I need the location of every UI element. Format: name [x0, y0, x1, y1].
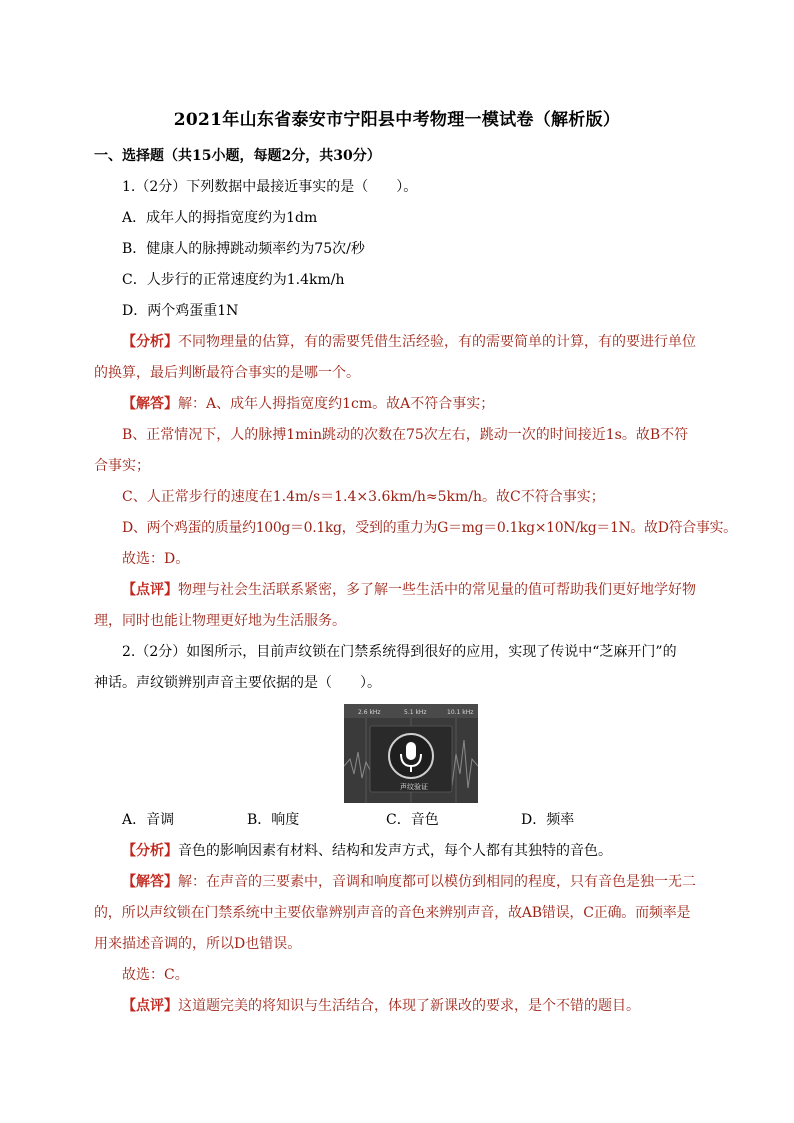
q1-comment	[122, 580, 702, 600]
voiceprint-illustration	[344, 704, 478, 803]
q2-answer	[122, 872, 702, 892]
q2-option-d: D．频率	[521, 812, 575, 828]
q1-option-d: D．两个鸡蛋重1N	[122, 303, 239, 319]
q2-answer-cont: 的，所以声纹锁在门禁系统中主要依靠辨别声音的音色来辨别声音，故AB错误，C正确。而频率是	[94, 905, 691, 921]
q1-stem: 1.（2分）下列数据中最接近事实的是（ ）。	[122, 179, 418, 195]
q1-analysis	[122, 332, 702, 352]
q1-option-b: B．健康人的脉搏跳动频率约为75次/秒	[122, 241, 365, 257]
q2-option-a: A．音调	[122, 812, 175, 828]
answer-tag: 【解答】	[122, 874, 178, 890]
q1-answer-b: B、正常情况下，人的脉搏1min跳动的次数在75次左右，跳动一次的时间接近1s。故B不符	[122, 427, 689, 443]
analysis-tag: 【分析】	[122, 843, 178, 859]
q1-answer-d: D、两个鸡蛋的质量约100g＝0.1kg，受到的重力为G＝mg＝0.1kg×10N/kg＝1N。故D符合事实。	[122, 520, 737, 536]
q2-option-c: C．音色	[386, 812, 439, 828]
freq-label-1: 2.6 kHz	[358, 709, 381, 716]
answer-text: 解：在声音的三要素中，音调和响度都可以模仿到相同的程度，只有音色是独一无二	[178, 874, 696, 890]
q1-answer-c: C、人正常步行的速度在1.4m/s＝1.4×3.6km/h≈5km/h。故C不符合事实；	[122, 489, 605, 505]
analysis-tag: 【分析】	[122, 334, 178, 350]
page-title: 2021年山东省泰安市宁阳县中考物理一模试卷（解析版）	[173, 110, 621, 130]
q1-option-c: C．人步行的正常速度约为1.4km/h	[122, 272, 345, 288]
q1-comment-cont: 理，同时也能让物理更好地为生活服务。	[94, 613, 346, 629]
q1-analysis-cont: 的换算，最后判断最符合事实的是哪一个。	[94, 365, 360, 381]
answer-text: 解：A、成年人拇指宽度约1cm。故A不符合事实；	[178, 396, 495, 412]
figure-caption: 声纹验证	[400, 783, 428, 791]
q1-choose: 故选：D。	[122, 551, 190, 567]
freq-label-3: 10.1 kHz	[447, 709, 474, 716]
answer-tag: 【解答】	[122, 396, 178, 412]
analysis-text: 音色的影响因素有材料、结构和发声方式，每个人都有其独特的音色。	[178, 843, 612, 859]
q2-analysis	[122, 841, 702, 861]
q2-stem-cont: 神话。声纹锁辨别声音主要依据的是（ ）。	[94, 675, 381, 691]
comment-tag: 【点评】	[122, 582, 178, 598]
q2-stem: 2.（2分）如图所示，目前声纹锁在门禁系统得到很好的应用，实现了传说中“芝麻开门”的	[122, 644, 677, 660]
comment-text: 物理与社会生活联系紧密，多了解一些生活中的常见量的值可帮助我们更好地学好物	[178, 582, 696, 598]
q2-choose: 故选：C。	[122, 967, 189, 983]
freq-label-2: 5.1 kHz	[404, 709, 427, 716]
q1-answer	[122, 394, 702, 414]
q2-option-b: B．响度	[247, 812, 300, 828]
section-heading: 一、选择题（共15小题，每题2分，共30分）	[94, 148, 381, 164]
comment-tag: 【点评】	[122, 998, 178, 1014]
q2-comment	[122, 996, 702, 1016]
q1-answer-b-cont: 合事实；	[94, 458, 150, 474]
voiceprint-lock-figure	[344, 704, 478, 803]
comment-text: 这道题完美的将知识与生活结合，体现了新课改的要求，是个不错的题目。	[178, 998, 640, 1014]
q2-answer-cont2: 用来描述音调的，所以D也错误。	[94, 936, 302, 952]
analysis-text: 不同物理量的估算，有的需要凭借生活经验，有的需要简单的计算，有的要进行单位	[178, 334, 696, 350]
q1-option-a: A．成年人的拇指宽度约为1dm	[122, 210, 318, 226]
